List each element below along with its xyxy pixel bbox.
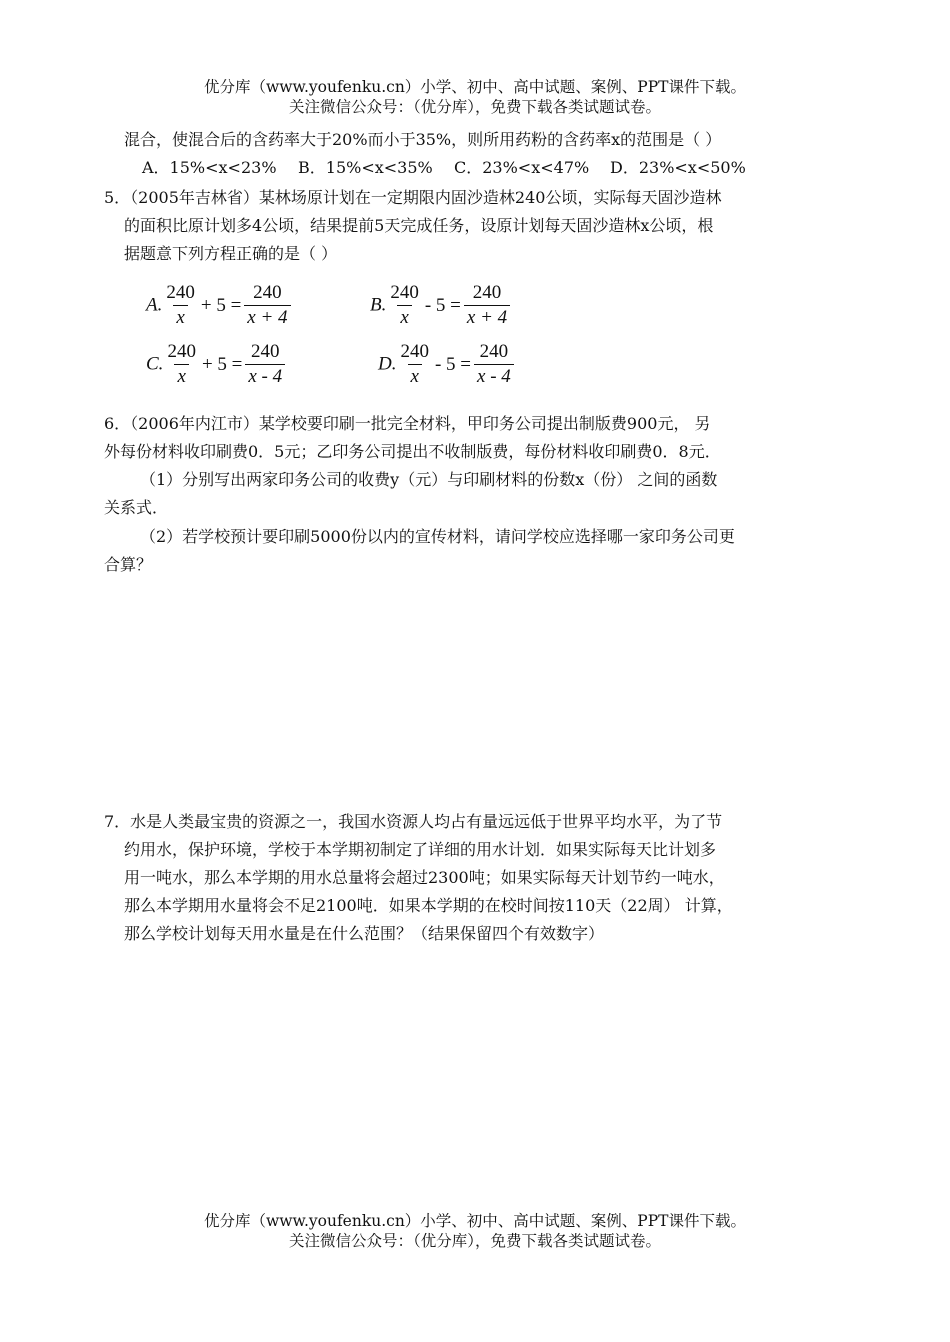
q5-c-num1: 240 bbox=[167, 341, 196, 362]
q5-d-den1: x bbox=[408, 364, 422, 388]
q4-options bbox=[142, 158, 746, 178]
q6-line-5: （2）若学校预计要印刷5000份以内的宣传材料，请问学校应选择哪一家印务公司更 bbox=[140, 527, 735, 546]
q7-line-1: 7．水是人类最宝贵的资源之一，我国水资源人均占有量远远低于世界平均水平，为了节 bbox=[104, 812, 723, 831]
q5-b-num2: 240 bbox=[472, 282, 502, 303]
q5-line-1: 5．（2005年吉林省）某林场原计划在一定期限内固沙造林240公顷，实际每天固沙造林 bbox=[104, 188, 722, 207]
q5-option-d-equation bbox=[378, 341, 515, 388]
footer-line-1: 优分库（www.youfenku.cn）小学、初中、高中试题、案例、PPT课件下载。 bbox=[203, 1212, 747, 1230]
q5-option-b-equation bbox=[370, 282, 511, 329]
q4-option-d: D．23%<x<50% bbox=[610, 158, 746, 177]
q4-option-c: C．23%<x<47% bbox=[454, 158, 590, 177]
q5-c-den2: x - 4 bbox=[245, 364, 285, 388]
q5-d-den2: x - 4 bbox=[474, 364, 514, 388]
q5-a-den1: x bbox=[173, 305, 187, 329]
q7-line-2: 约用水，保护环境，学校于本学期初制定了详细的用水计划．如果实际每天比计划多 bbox=[124, 840, 717, 859]
q7-line-4: 那么本学期用水量将会不足2100吨．如果本学期的在校时间按110天（22周） 计算， bbox=[124, 896, 733, 915]
q5-b-label: B. bbox=[370, 294, 387, 316]
q5-a-num1: 240 bbox=[166, 282, 195, 303]
q5-a-operator: + 5 = bbox=[200, 294, 242, 316]
q5-b-den1: x bbox=[397, 305, 411, 329]
q5-b-num1: 240 bbox=[390, 282, 419, 303]
header-line-2: 关注微信公众号：（优分库），免费下载各类试题试卷。 bbox=[288, 98, 661, 116]
q5-line-3: 据题意下列方程正确的是（ ） bbox=[124, 244, 338, 263]
q6-line-3: （1）分别写出两家印务公司的收费y（元）与印刷材料的份数x（份） 之间的函数 bbox=[140, 470, 718, 489]
q5-c-operator: + 5 = bbox=[201, 353, 243, 375]
q7-line-3: 用一吨水，那么本学期的用水总量将会超过2300吨；如果实际每天计划节约一吨水， bbox=[124, 868, 725, 887]
q6-line-6: 合算？ bbox=[104, 555, 153, 574]
q5-line-2: 的面积比原计划多4公顷，结果提前5天完成任务，设原计划每天固沙造林x公顷，根 bbox=[124, 216, 714, 235]
q5-d-num1: 240 bbox=[400, 341, 429, 362]
q5-d-label: D. bbox=[378, 353, 397, 375]
q5-a-label: A. bbox=[146, 294, 163, 316]
q5-c-num2: 240 bbox=[251, 341, 280, 362]
q5-d-operator: - 5 = bbox=[434, 353, 472, 375]
q5-option-c-equation bbox=[146, 341, 286, 388]
q7-line-5: 那么学校计划每天用水量是在什么范围？（结果保留四个有效数字） bbox=[124, 924, 605, 943]
footer-line-2: 关注微信公众号：（优分库），免费下载各类试题试卷。 bbox=[288, 1232, 661, 1250]
q6-line-1: 6．（2006年内江市）某学校要印刷一批完全材料，甲印务公司提出制版费900元， 另 bbox=[104, 414, 711, 433]
q4-option-b: B．15%<x<35% bbox=[298, 158, 433, 177]
q4-option-a: A．15%<x<23% bbox=[142, 158, 277, 177]
q4-stem: 混合，使混合后的含药率大于20%而小于35%，则所用药粉的含药率x的范围是（ ） bbox=[124, 130, 722, 149]
q6-line-2: 外每份材料收印刷费0．5元；乙印务公司提出不收制版费，每份材料收印刷费0．8元． bbox=[104, 442, 721, 461]
q5-a-num2: 240 bbox=[253, 282, 282, 303]
q5-b-operator: - 5 = bbox=[424, 294, 461, 316]
q5-d-num2: 240 bbox=[479, 341, 509, 362]
q5-b-den2: x + 4 bbox=[464, 305, 510, 329]
q5-c-label: C. bbox=[146, 353, 164, 375]
q5-a-den2: x + 4 bbox=[244, 305, 290, 329]
q5-option-a-equation bbox=[146, 282, 292, 329]
header-line-1: 优分库（www.youfenku.cn）小学、初中、高中试题、案例、PPT课件下载。 bbox=[203, 78, 747, 96]
q5-c-den1: x bbox=[174, 364, 188, 388]
q6-line-4: 关系式． bbox=[104, 498, 169, 517]
